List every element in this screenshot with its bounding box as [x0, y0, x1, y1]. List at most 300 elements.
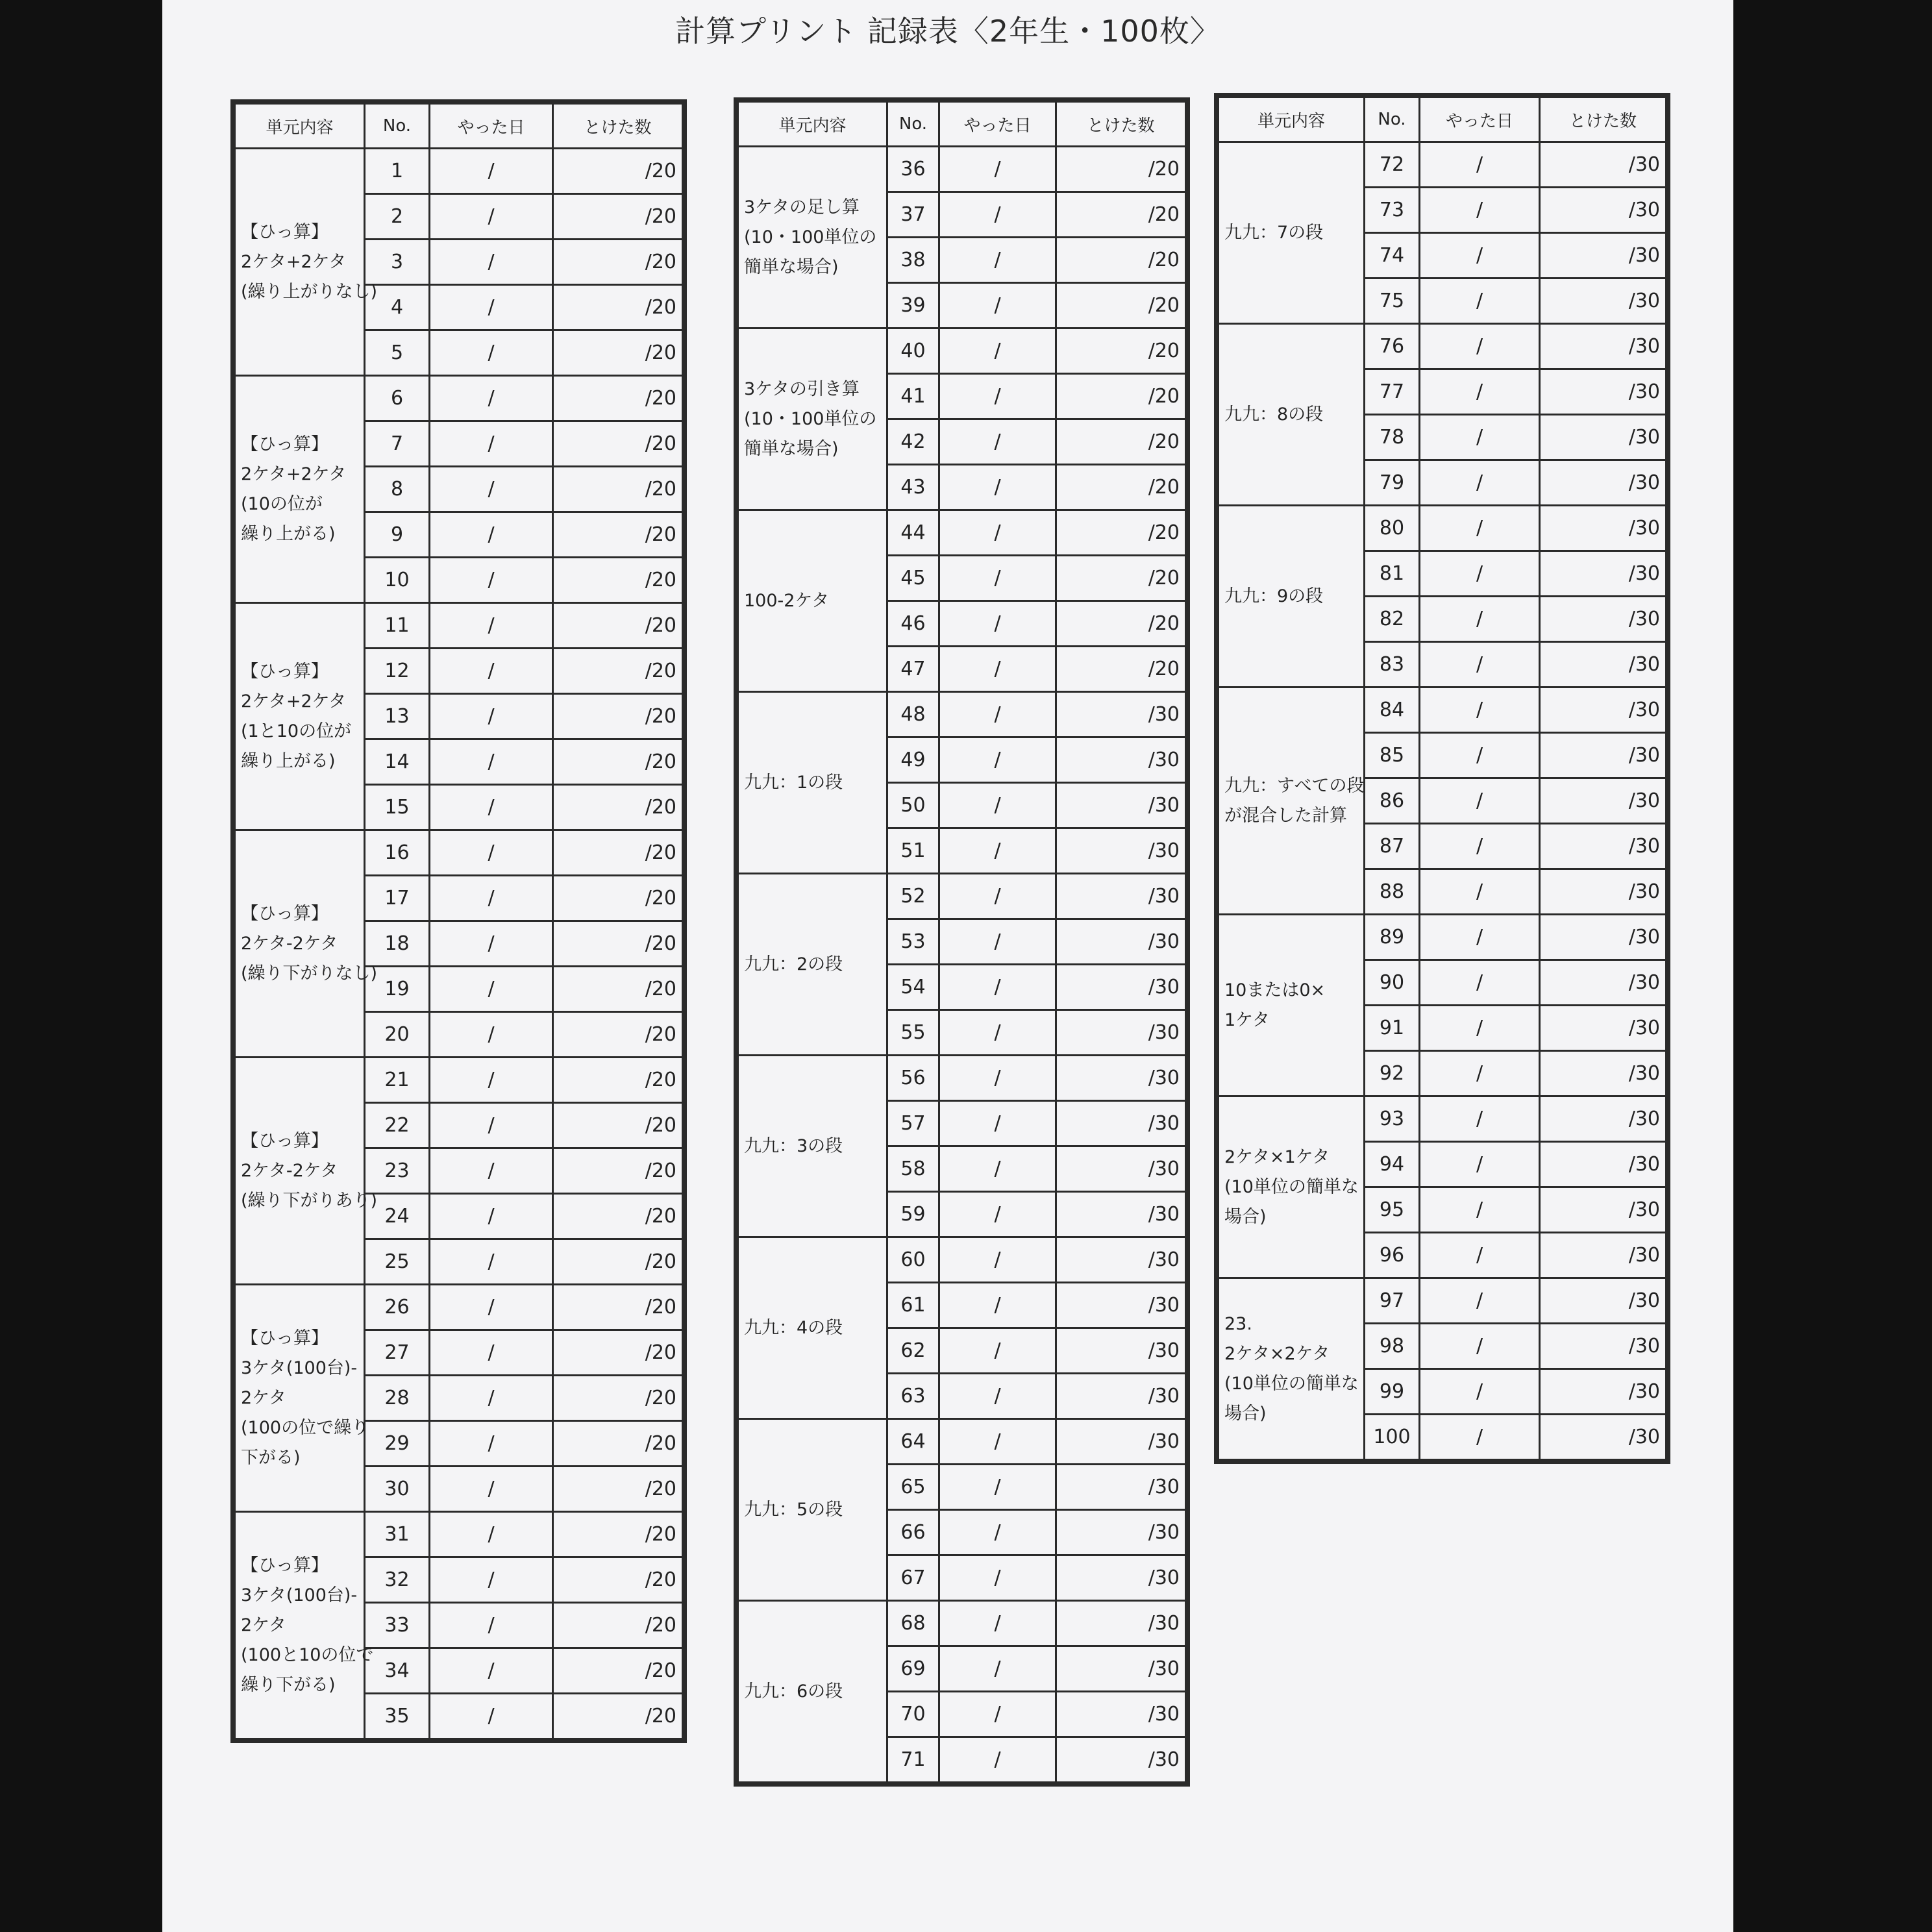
date-done-cell[interactable]: /	[1420, 1278, 1540, 1324]
score-cell[interactable]: /20	[553, 921, 683, 967]
score-cell[interactable]: /20	[553, 1239, 683, 1285]
score-cell[interactable]: /30	[1540, 324, 1666, 369]
date-done-cell[interactable]: /	[939, 919, 1056, 965]
unit-label-line: 3ケタの足し算	[744, 197, 860, 217]
table-row	[235, 1285, 683, 1330]
score-cell[interactable]: /20	[553, 1557, 683, 1603]
score-cell[interactable]: /20	[553, 149, 683, 194]
date-done-cell[interactable]: /	[1420, 1369, 1540, 1415]
sheet-number-cell: 45	[887, 556, 939, 601]
score-cell[interactable]: /30	[1540, 642, 1666, 687]
unit-label-line: 簡単な場合)	[744, 256, 839, 277]
sheet-number-cell: 32	[365, 1557, 430, 1603]
sheet-number-cell: 96	[1365, 1233, 1420, 1278]
date-done-cell[interactable]: /	[939, 328, 1056, 374]
score-cell[interactable]: /30	[1056, 1737, 1186, 1783]
header-no: No.	[365, 104, 430, 149]
date-done-cell[interactable]: /	[1420, 551, 1540, 597]
score-cell[interactable]: /30	[1056, 1283, 1186, 1328]
sheet-number-cell: 47	[887, 647, 939, 692]
score-cell[interactable]: /20	[553, 1694, 683, 1739]
unit-label-cell	[235, 376, 365, 603]
date-done-cell[interactable]: /	[430, 1103, 553, 1148]
score-cell[interactable]: /30	[1056, 1419, 1186, 1465]
sheet-number-cell: 38	[887, 238, 939, 283]
score-cell[interactable]: /30	[1056, 1192, 1186, 1237]
score-cell[interactable]: /20	[1056, 374, 1186, 419]
date-done-cell[interactable]: /	[939, 1101, 1056, 1146]
score-cell[interactable]: /30	[1056, 1555, 1186, 1601]
score-cell[interactable]: /20	[553, 876, 683, 921]
date-done-cell[interactable]: /	[1420, 506, 1540, 551]
date-done-cell[interactable]: /	[1420, 869, 1540, 915]
date-done-cell[interactable]: /	[939, 556, 1056, 601]
unit-label-line: (10単位の簡単な	[1224, 1176, 1359, 1197]
date-done-cell[interactable]: /	[1420, 415, 1540, 460]
score-cell[interactable]: /30	[1540, 1324, 1666, 1369]
score-cell[interactable]: /20	[1056, 238, 1186, 283]
unit-label-line: 九九：9の段	[1224, 586, 1324, 606]
unit-label-line: が混合した計算	[1224, 805, 1347, 826]
date-done-cell[interactable]: /	[1420, 188, 1540, 233]
score-cell[interactable]: /30	[1540, 551, 1666, 597]
score-cell[interactable]: /20	[553, 512, 683, 558]
date-done-cell[interactable]: /	[939, 1283, 1056, 1328]
sheet-number-cell: 55	[887, 1010, 939, 1056]
date-done-cell[interactable]: /	[939, 1192, 1056, 1237]
score-cell[interactable]: /30	[1056, 1601, 1186, 1646]
sheet-number-cell: 27	[365, 1330, 430, 1376]
date-done-cell[interactable]: /	[1420, 1324, 1540, 1369]
score-cell[interactable]: /30	[1540, 1415, 1666, 1460]
unit-label-cell	[235, 149, 378, 376]
date-done-cell[interactable]: /	[430, 1194, 553, 1239]
unit-label-cell	[235, 830, 378, 1058]
score-cell[interactable]: /20	[553, 739, 683, 785]
date-done-cell[interactable]: /	[1420, 1233, 1540, 1278]
date-done-cell[interactable]: /	[430, 1467, 553, 1512]
date-done-cell[interactable]: /	[430, 1285, 553, 1330]
score-cell[interactable]: /30	[1056, 1328, 1186, 1374]
score-cell[interactable]: /30	[1540, 1051, 1666, 1096]
sheet-number-cell: 88	[1365, 869, 1420, 915]
date-done-cell[interactable]: /	[1420, 369, 1540, 415]
sheet-number-cell: 13	[365, 694, 430, 739]
header-no: No.	[887, 102, 939, 147]
table-header-row	[738, 102, 1186, 147]
sheet-number-cell: 36	[887, 147, 939, 192]
date-done-cell[interactable]: /	[939, 1237, 1056, 1283]
date-done-cell[interactable]: /	[430, 1648, 553, 1694]
sheet-number-cell: 99	[1365, 1369, 1420, 1415]
date-done-cell[interactable]: /	[939, 965, 1056, 1010]
date-done-cell[interactable]: /	[939, 1328, 1056, 1374]
score-cell[interactable]: /30	[1540, 279, 1666, 324]
date-done-cell[interactable]: /	[939, 147, 1056, 192]
table-row	[235, 1512, 683, 1557]
score-cell[interactable]: /30	[1056, 1465, 1186, 1510]
score-cell[interactable]: /20	[553, 1376, 683, 1421]
date-done-cell[interactable]: /	[1420, 279, 1540, 324]
score-cell[interactable]: /30	[1540, 1369, 1666, 1415]
date-done-cell[interactable]: /	[430, 1557, 553, 1603]
sheet-number-cell: 35	[365, 1694, 430, 1739]
date-done-cell[interactable]: /	[1420, 778, 1540, 824]
header-score: とけた数	[1540, 97, 1666, 142]
date-done-cell[interactable]: /	[939, 510, 1056, 556]
date-done-cell[interactable]: /	[939, 465, 1056, 510]
score-cell[interactable]: /30	[1540, 687, 1666, 733]
score-cell[interactable]: /20	[553, 785, 683, 830]
score-cell[interactable]: /20	[553, 1421, 683, 1467]
date-done-cell[interactable]: /	[939, 828, 1056, 874]
score-cell[interactable]: /20	[553, 1648, 683, 1694]
unit-label-line: 10または0×	[1224, 980, 1326, 1000]
score-cell[interactable]: /30	[1540, 1006, 1666, 1051]
date-done-cell[interactable]: /	[430, 1330, 553, 1376]
sheet-number-cell: 6	[365, 376, 430, 421]
score-cell[interactable]: /30	[1540, 369, 1666, 415]
date-done-cell[interactable]: /	[1420, 142, 1540, 188]
score-cell[interactable]: /30	[1540, 188, 1666, 233]
score-cell[interactable]: /20	[1056, 647, 1186, 692]
date-done-cell[interactable]: /	[430, 421, 553, 467]
date-done-cell[interactable]: /	[430, 1148, 553, 1194]
score-cell[interactable]: /20	[553, 421, 683, 467]
date-done-cell[interactable]: /	[1420, 1006, 1540, 1051]
score-cell[interactable]: /20	[553, 194, 683, 240]
unit-label-cell	[1219, 1096, 1365, 1278]
score-cell[interactable]: /30	[1056, 737, 1186, 783]
unit-label-line: 2ケタ-2ケタ	[241, 1160, 338, 1181]
date-done-cell[interactable]: /	[1420, 824, 1540, 869]
score-cell[interactable]: /20	[553, 558, 683, 603]
score-cell[interactable]: /20	[553, 1194, 683, 1239]
score-cell[interactable]: /20	[553, 1012, 683, 1058]
table-row	[1219, 1096, 1666, 1142]
date-done-cell[interactable]: /	[430, 1421, 553, 1467]
date-done-cell[interactable]: /	[430, 603, 553, 649]
unit-label-cell	[738, 1056, 887, 1237]
date-done-cell[interactable]: /	[430, 1012, 553, 1058]
date-done-cell[interactable]: /	[1420, 687, 1540, 733]
unit-label-line: (100の位で繰り	[241, 1417, 369, 1438]
sheet-number-cell: 68	[887, 1601, 939, 1646]
header-date: やった日	[939, 102, 1056, 147]
date-done-cell[interactable]: /	[939, 737, 1056, 783]
date-done-cell[interactable]: /	[939, 1146, 1056, 1192]
table-row	[235, 376, 683, 421]
date-done-cell[interactable]: /	[939, 647, 1056, 692]
date-done-cell[interactable]: /	[430, 785, 553, 830]
date-done-cell[interactable]: /	[1420, 733, 1540, 778]
date-done-cell[interactable]: /	[1420, 642, 1540, 687]
score-cell[interactable]: /30	[1056, 692, 1186, 737]
table-row	[1219, 142, 1666, 188]
score-cell[interactable]: /30	[1056, 965, 1186, 1010]
score-cell[interactable]: /30	[1540, 506, 1666, 551]
sheet-number-cell: 48	[887, 692, 939, 737]
score-cell[interactable]: /20	[553, 967, 683, 1012]
sheet-number-cell: 53	[887, 919, 939, 965]
score-cell[interactable]: /30	[1056, 1056, 1186, 1101]
score-cell[interactable]: /30	[1540, 778, 1666, 824]
score-cell[interactable]: /30	[1540, 233, 1666, 279]
unit-label-cell	[235, 1512, 374, 1739]
score-cell[interactable]: /30	[1540, 960, 1666, 1006]
score-cell[interactable]: /20	[553, 694, 683, 739]
score-cell[interactable]: /30	[1056, 1646, 1186, 1692]
unit-label-line: 九九：すべての段	[1224, 775, 1365, 796]
date-done-cell[interactable]: /	[939, 874, 1056, 919]
date-done-cell[interactable]: /	[430, 285, 553, 330]
date-done-cell[interactable]: /	[939, 374, 1056, 419]
date-done-cell[interactable]: /	[939, 783, 1056, 828]
date-done-cell[interactable]: /	[939, 1555, 1056, 1601]
header-date: やった日	[430, 104, 553, 149]
score-cell[interactable]: /30	[1056, 874, 1186, 919]
unit-label-line: (100と10の位で	[241, 1644, 374, 1665]
score-cell[interactable]: /20	[553, 1285, 683, 1330]
sheet-number-cell: 33	[365, 1603, 430, 1648]
date-done-cell[interactable]: /	[430, 512, 553, 558]
score-cell[interactable]: /20	[1056, 419, 1186, 465]
sheet-number-cell: 22	[365, 1103, 430, 1148]
score-cell[interactable]: /30	[1540, 142, 1666, 188]
score-cell[interactable]: /20	[553, 240, 683, 285]
sheet-number-cell: 61	[887, 1283, 939, 1328]
sheet-number-cell: 42	[887, 419, 939, 465]
unit-label-line: 九九：8の段	[1224, 404, 1324, 425]
score-cell[interactable]: /30	[1540, 1233, 1666, 1278]
sheet-number-cell: 58	[887, 1146, 939, 1192]
sheet-number-cell: 19	[365, 967, 430, 1012]
score-cell[interactable]: /20	[553, 603, 683, 649]
unit-label-line: 場合)	[1224, 1403, 1267, 1424]
score-cell[interactable]: /30	[1056, 1146, 1186, 1192]
sheet-number-cell: 76	[1365, 324, 1420, 369]
score-cell[interactable]: /30	[1540, 1142, 1666, 1187]
date-done-cell[interactable]: /	[939, 192, 1056, 238]
score-cell[interactable]: /20	[1056, 465, 1186, 510]
score-cell[interactable]: /20	[1056, 192, 1186, 238]
score-cell[interactable]: /30	[1540, 915, 1666, 960]
score-cell[interactable]: /20	[553, 467, 683, 512]
date-done-cell[interactable]: /	[430, 967, 553, 1012]
score-cell[interactable]: /30	[1056, 1101, 1186, 1146]
date-done-cell[interactable]: /	[430, 1512, 553, 1557]
score-cell[interactable]: /30	[1056, 1692, 1186, 1737]
unit-label-line: 1ケタ	[1224, 1009, 1270, 1030]
sheet-number-cell: 49	[887, 737, 939, 783]
date-done-cell[interactable]: /	[430, 194, 553, 240]
sheet-number-cell: 41	[887, 374, 939, 419]
score-cell[interactable]: /30	[1540, 597, 1666, 642]
unit-label-line: 九九：1の段	[744, 772, 843, 793]
sheet-number-cell: 14	[365, 739, 430, 785]
sheet-number-cell: 82	[1365, 597, 1420, 642]
date-done-cell[interactable]: /	[1420, 915, 1540, 960]
score-cell[interactable]: /20	[1056, 510, 1186, 556]
score-cell[interactable]: /20	[553, 1330, 683, 1376]
date-done-cell[interactable]: /	[430, 149, 553, 194]
sheet-number-cell: 31	[365, 1512, 430, 1557]
date-done-cell[interactable]: /	[939, 692, 1056, 737]
score-cell[interactable]: /30	[1056, 1374, 1186, 1419]
sheet-number-cell: 70	[887, 1692, 939, 1737]
unit-label-line: (繰り上がりなし)	[241, 281, 378, 302]
date-done-cell[interactable]: /	[430, 876, 553, 921]
date-done-cell[interactable]: /	[430, 921, 553, 967]
score-cell[interactable]: /20	[553, 330, 683, 376]
table-row	[738, 147, 1186, 192]
date-done-cell[interactable]: /	[1420, 233, 1540, 279]
unit-label-line: (10・100単位の	[744, 227, 877, 247]
date-done-cell[interactable]: /	[939, 1419, 1056, 1465]
date-done-cell[interactable]: /	[1420, 324, 1540, 369]
sheet-number-cell: 95	[1365, 1187, 1420, 1233]
date-done-cell[interactable]: /	[1420, 597, 1540, 642]
date-done-cell[interactable]: /	[430, 739, 553, 785]
sheet-number-cell: 66	[887, 1510, 939, 1555]
unit-label-line: 場合)	[1224, 1206, 1267, 1227]
unit-label-line: 【ひっ算】	[241, 1328, 328, 1348]
score-cell[interactable]: /20	[1056, 283, 1186, 328]
sheet-number-cell: 79	[1365, 460, 1420, 506]
date-done-cell[interactable]: /	[1420, 1051, 1540, 1096]
score-cell[interactable]: /20	[553, 285, 683, 330]
record-table-3	[1217, 96, 1667, 1461]
date-done-cell[interactable]: /	[939, 601, 1056, 647]
unit-label-line: 繰り上がる)	[241, 523, 336, 544]
date-done-cell[interactable]: /	[939, 1056, 1056, 1101]
score-cell[interactable]: /20	[553, 1603, 683, 1648]
unit-label-cell	[738, 1237, 887, 1419]
score-cell[interactable]: /30	[1540, 415, 1666, 460]
date-done-cell[interactable]: /	[1420, 1415, 1540, 1460]
unit-label-cell	[1219, 324, 1365, 506]
score-cell[interactable]: /30	[1540, 869, 1666, 915]
sheet-number-cell: 34	[365, 1648, 430, 1694]
score-cell[interactable]: /30	[1540, 824, 1666, 869]
unit-label-line: 【ひっ算】	[241, 661, 328, 682]
date-done-cell[interactable]: /	[939, 419, 1056, 465]
score-cell[interactable]: /30	[1056, 1237, 1186, 1283]
unit-label-line: 九九：6の段	[744, 1681, 843, 1702]
unit-label-line: 2ケタ-2ケタ	[241, 933, 338, 954]
table-row	[738, 874, 1186, 919]
score-cell[interactable]: /20	[1056, 147, 1186, 192]
date-done-cell[interactable]: /	[1420, 1096, 1540, 1142]
sheet-number-cell: 9	[365, 512, 430, 558]
date-done-cell[interactable]: /	[939, 238, 1056, 283]
date-done-cell[interactable]: /	[430, 1376, 553, 1421]
date-done-cell[interactable]: /	[939, 283, 1056, 328]
sheet-number-cell: 90	[1365, 960, 1420, 1006]
score-cell[interactable]: /30	[1056, 828, 1186, 874]
unit-label-line: 簡単な場合)	[744, 438, 839, 459]
sheet-number-cell: 94	[1365, 1142, 1420, 1187]
sheet-number-cell: 84	[1365, 687, 1420, 733]
sheet-number-cell: 80	[1365, 506, 1420, 551]
date-done-cell[interactable]: /	[430, 1603, 553, 1648]
score-cell[interactable]: /30	[1056, 919, 1186, 965]
score-cell[interactable]: /30	[1056, 783, 1186, 828]
date-done-cell[interactable]: /	[1420, 1142, 1540, 1187]
unit-label-line: 2ケタ+2ケタ	[241, 464, 347, 484]
score-cell[interactable]: /20	[553, 1512, 683, 1557]
unit-label-line: 2ケタ+2ケタ	[241, 251, 347, 272]
date-done-cell[interactable]: /	[939, 1646, 1056, 1692]
date-done-cell[interactable]: /	[1420, 960, 1540, 1006]
sheet-number-cell: 18	[365, 921, 430, 967]
score-cell[interactable]: /30	[1540, 460, 1666, 506]
sheet-number-cell: 77	[1365, 369, 1420, 415]
date-done-cell[interactable]: /	[939, 1374, 1056, 1419]
date-done-cell[interactable]: /	[430, 694, 553, 739]
record-table-1	[234, 103, 684, 1740]
unit-label-line: 九九：7の段	[1224, 222, 1324, 243]
sheet-number-cell: 57	[887, 1101, 939, 1146]
score-cell[interactable]: /20	[553, 1467, 683, 1512]
date-done-cell[interactable]: /	[939, 1601, 1056, 1646]
score-cell[interactable]: /30	[1540, 1278, 1666, 1324]
score-cell[interactable]: /30	[1056, 1510, 1186, 1555]
header-date: やった日	[1420, 97, 1540, 142]
date-done-cell[interactable]: /	[939, 1010, 1056, 1056]
score-cell[interactable]: /20	[553, 376, 683, 421]
date-done-cell[interactable]: /	[1420, 1187, 1540, 1233]
unit-label-line: (10の位が	[241, 493, 323, 514]
date-done-cell[interactable]: /	[430, 467, 553, 512]
sheet-number-cell: 89	[1365, 915, 1420, 960]
date-done-cell[interactable]: /	[430, 1058, 553, 1103]
score-cell[interactable]: /20	[553, 1058, 683, 1103]
header-unit: 単元内容	[738, 102, 887, 147]
score-cell[interactable]: /30	[1056, 1010, 1186, 1056]
date-done-cell[interactable]: /	[939, 1510, 1056, 1555]
date-done-cell[interactable]: /	[939, 1737, 1056, 1783]
score-cell[interactable]: /20	[553, 1148, 683, 1194]
date-done-cell[interactable]: /	[430, 558, 553, 603]
score-cell[interactable]: /20	[553, 1103, 683, 1148]
sheet-number-cell: 20	[365, 1012, 430, 1058]
table-row	[738, 510, 1186, 556]
score-cell[interactable]: /20	[1056, 601, 1186, 647]
unit-label-cell	[738, 1601, 887, 1783]
date-done-cell[interactable]: /	[430, 376, 553, 421]
score-cell[interactable]: /30	[1540, 733, 1666, 778]
score-cell[interactable]: /20	[1056, 556, 1186, 601]
sheet-number-cell: 81	[1365, 551, 1420, 597]
date-done-cell[interactable]: /	[939, 1465, 1056, 1510]
date-done-cell[interactable]: /	[430, 330, 553, 376]
date-done-cell[interactable]: /	[430, 1239, 553, 1285]
score-cell[interactable]: /20	[553, 830, 683, 876]
date-done-cell[interactable]: /	[430, 240, 553, 285]
table-row	[235, 603, 683, 649]
score-cell[interactable]: /30	[1540, 1096, 1666, 1142]
date-done-cell[interactable]: /	[1420, 460, 1540, 506]
date-done-cell[interactable]: /	[430, 649, 553, 694]
unit-label-line: 繰り上がる)	[241, 750, 336, 771]
date-done-cell[interactable]: /	[939, 1692, 1056, 1737]
date-done-cell[interactable]: /	[430, 1694, 553, 1739]
date-done-cell[interactable]: /	[430, 830, 553, 876]
score-cell[interactable]: /20	[1056, 328, 1186, 374]
score-cell[interactable]: /20	[553, 649, 683, 694]
score-cell[interactable]: /30	[1540, 1187, 1666, 1233]
